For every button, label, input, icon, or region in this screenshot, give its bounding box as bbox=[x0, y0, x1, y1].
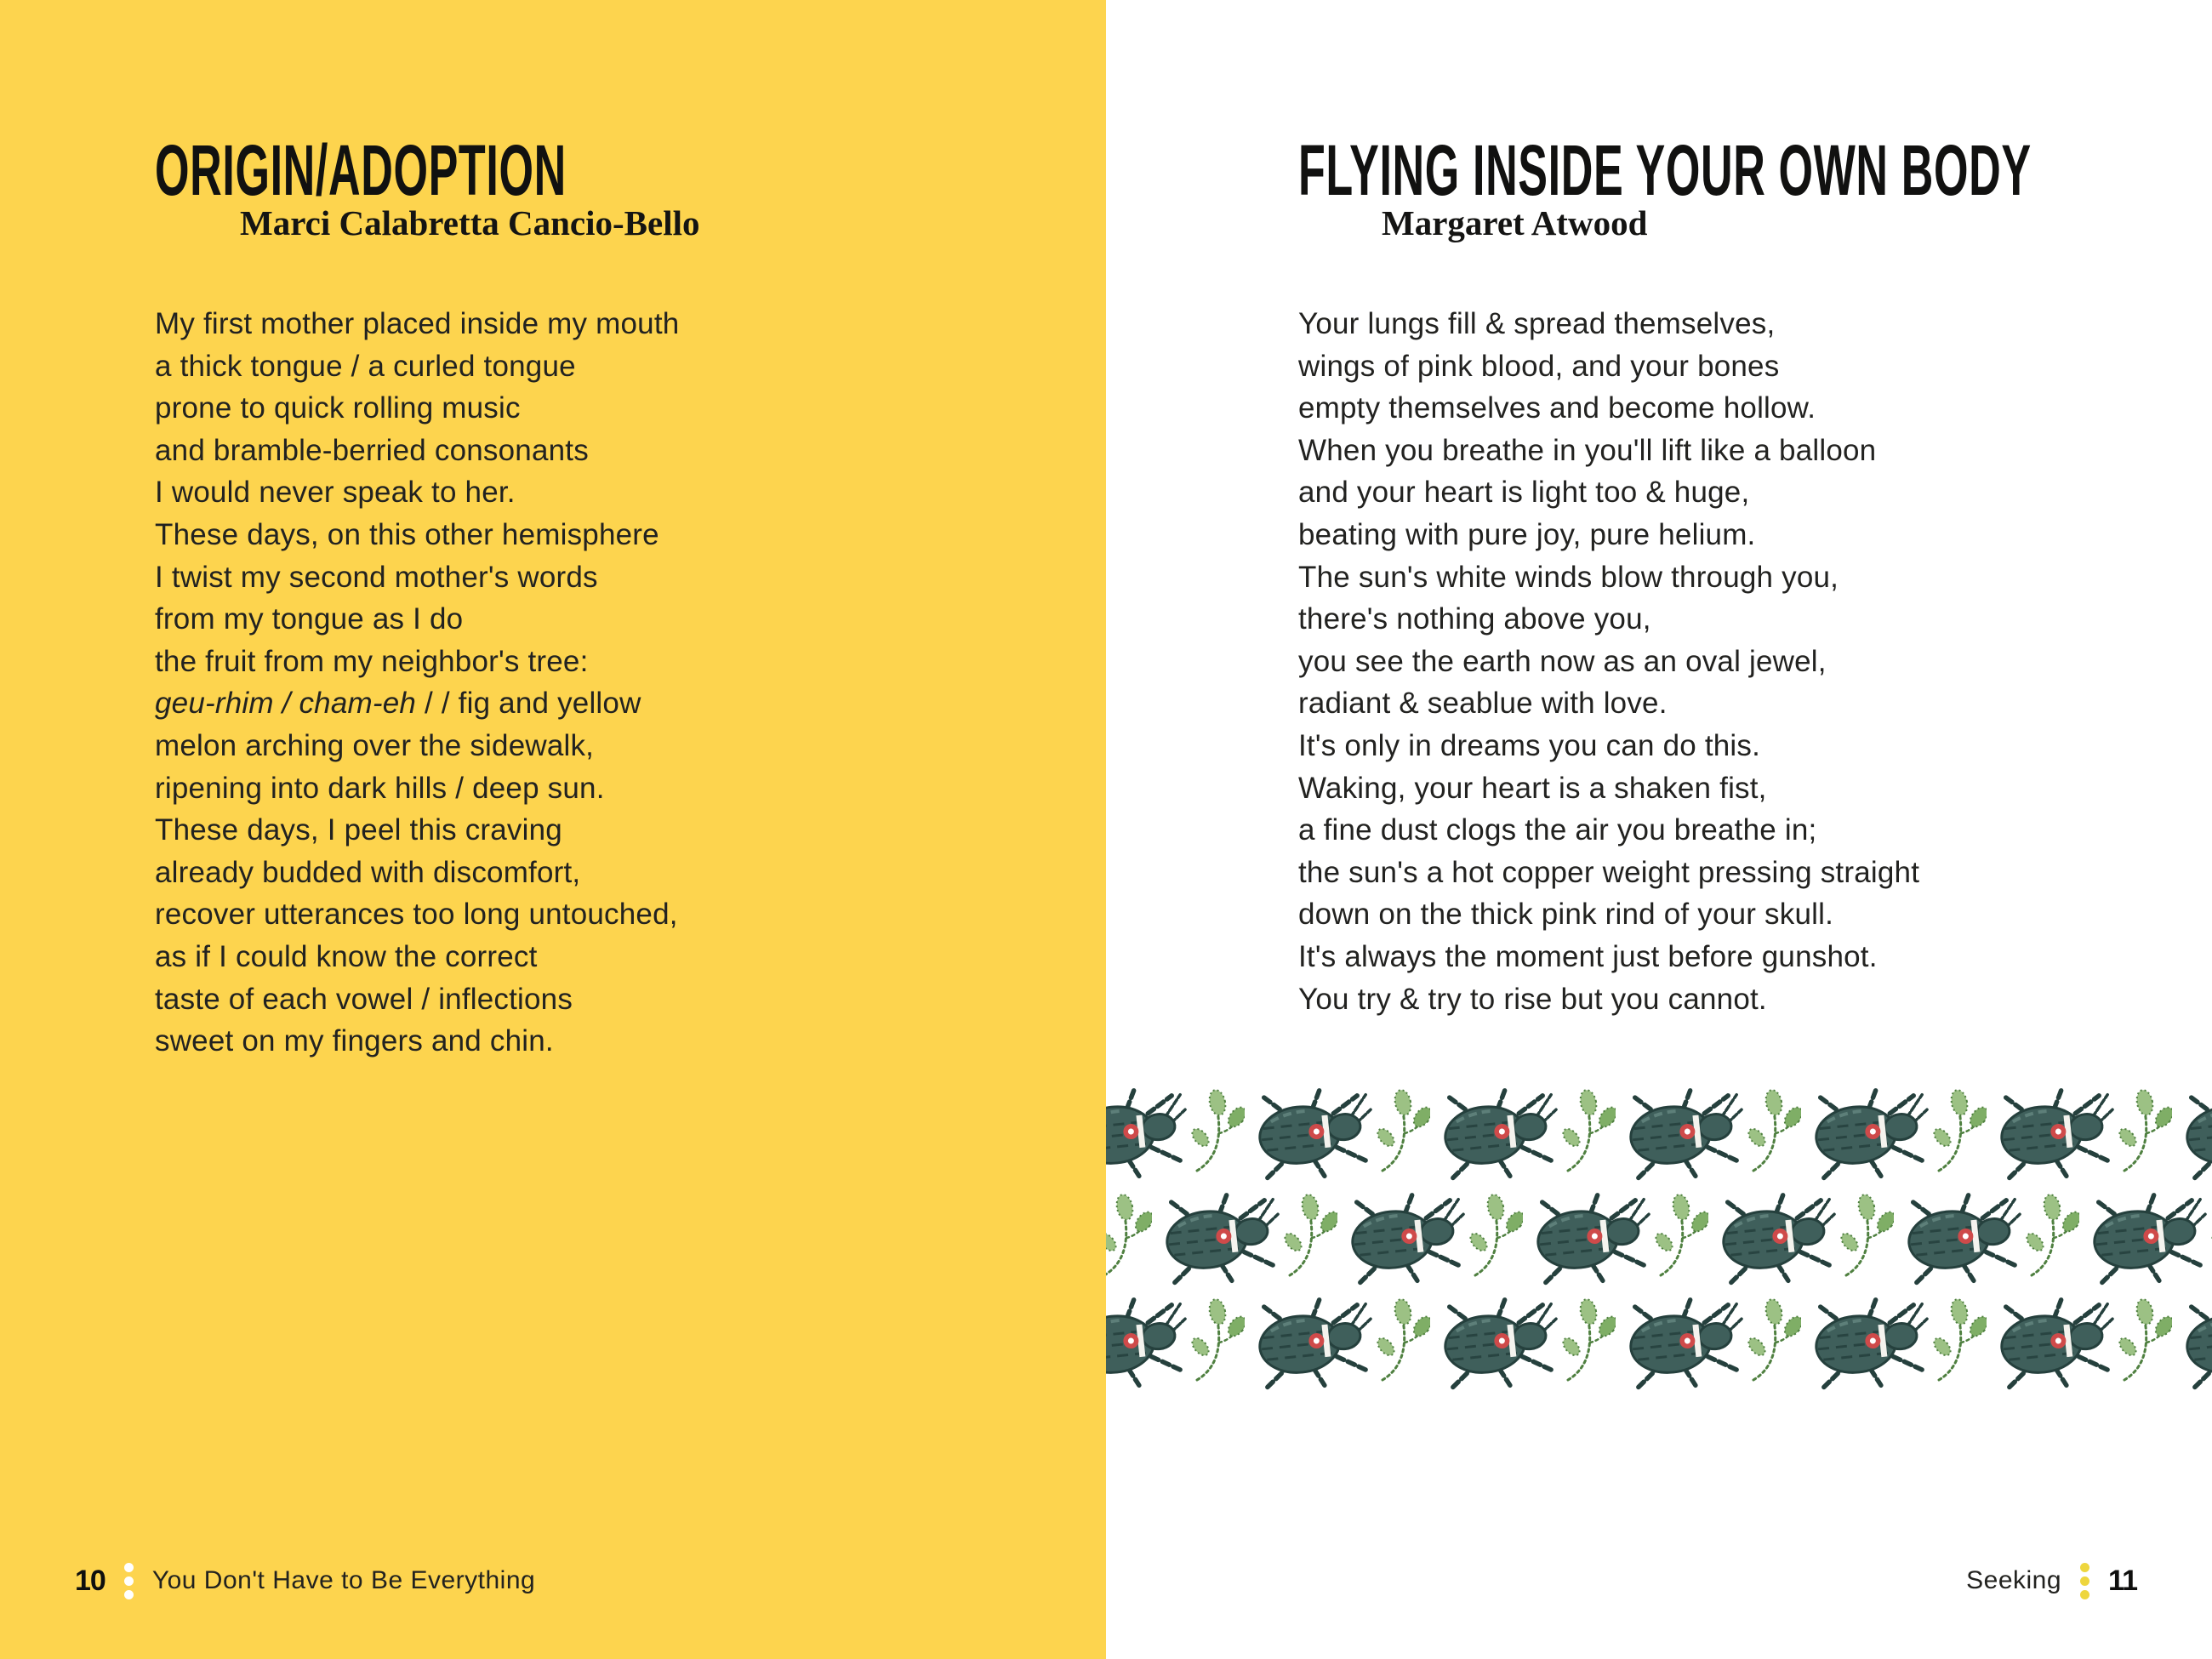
pattern-unit bbox=[1430, 1290, 1616, 1394]
pattern-unit bbox=[1987, 1290, 2172, 1394]
sprig-icon bbox=[1375, 1297, 1430, 1380]
page-number-left: 10 bbox=[75, 1564, 105, 1597]
page-number-right: 11 bbox=[2108, 1564, 2137, 1597]
beetle-icon bbox=[1533, 1187, 1655, 1286]
pattern-row bbox=[1106, 1185, 2212, 1290]
beetle-icon bbox=[1811, 1082, 1933, 1182]
sprig-icon bbox=[1468, 1193, 1523, 1275]
sprig-icon bbox=[1746, 1088, 1801, 1171]
poem-line: and bramble-berried consonants bbox=[155, 433, 589, 467]
pattern-row bbox=[1106, 1080, 2212, 1185]
poem-line: wings of pink blood, and your bones bbox=[1298, 349, 1780, 383]
beetle-icon bbox=[2182, 1291, 2212, 1391]
beetle-icon bbox=[1106, 1291, 1192, 1391]
poem-line: The sun's white winds blow through you, bbox=[1298, 560, 1839, 594]
poem-line: and your heart is light too & huge, bbox=[1298, 476, 1750, 510]
poem-line: You try & try to rise but you cannot. bbox=[1298, 982, 1767, 1016]
poem-body-left bbox=[155, 303, 1048, 1063]
poem-line: These days, on this other hemisphere bbox=[155, 517, 659, 551]
poem-line: already budded with discomfort, bbox=[155, 855, 581, 889]
section-label: Seeking bbox=[1966, 1566, 2062, 1594]
poem-line: the fruit from my neighbor's tree: bbox=[155, 644, 589, 678]
sprig-icon bbox=[1839, 1193, 1894, 1275]
poem-line: I would never speak to her. bbox=[155, 476, 516, 510]
pattern-unit bbox=[1430, 1080, 1616, 1185]
pattern-unit bbox=[1106, 1290, 1245, 1394]
sprig-icon bbox=[1375, 1088, 1430, 1171]
poem-line: When you breathe in you'll lift like a balloon bbox=[1298, 433, 1877, 467]
poem-author-left: Marci Calabretta Cancio-Bello bbox=[240, 203, 700, 242]
poem-line: geu-rhim / cham-eh / / fig and yellow bbox=[155, 687, 641, 721]
beetle-icon bbox=[1997, 1082, 2118, 1182]
pattern-unit bbox=[1616, 1290, 1801, 1394]
sprig-icon bbox=[1560, 1088, 1616, 1171]
poem-line: It's always the moment just before gunshot. bbox=[1298, 939, 1878, 973]
pattern-unit bbox=[1245, 1290, 1430, 1394]
poem-title-left: ORIGIN/ADOPTION bbox=[155, 130, 567, 210]
book-title: You Don't Have to Be Everything bbox=[151, 1566, 536, 1594]
sprig-icon bbox=[1106, 1193, 1152, 1275]
pattern-unit bbox=[1523, 1185, 1708, 1290]
beetle-icon bbox=[1255, 1082, 1377, 1182]
beetle-icon bbox=[1255, 1291, 1377, 1391]
sprig-icon bbox=[2117, 1088, 2172, 1171]
beetle-icon bbox=[1997, 1291, 2118, 1391]
poem-line: from my tongue as I do bbox=[155, 602, 464, 636]
pattern-unit bbox=[2172, 1290, 2212, 1394]
pattern-unit bbox=[1106, 1185, 1152, 1290]
poem-line: I twist my second mother's words bbox=[155, 560, 598, 594]
pattern-unit bbox=[1106, 1080, 1245, 1185]
pattern-unit bbox=[1245, 1080, 1430, 1185]
beetle-pattern-band bbox=[1106, 1080, 2212, 1395]
poem-line: radiant & seablue with love. bbox=[1298, 687, 1668, 721]
sprig-icon bbox=[1282, 1193, 1337, 1275]
poem-line: Waking, your heart is a shaken fist, bbox=[1298, 771, 1767, 805]
pattern-unit bbox=[1616, 1080, 1801, 1185]
poem-line: empty themselves and become hollow. bbox=[1298, 391, 1816, 425]
pattern-unit bbox=[1337, 1185, 1523, 1290]
poem-line: as if I could know the correct bbox=[155, 939, 538, 973]
poem-line: a thick tongue / a curled tongue bbox=[155, 349, 576, 383]
beetle-icon bbox=[1440, 1291, 1562, 1391]
poem-line: sweet on my fingers and chin. bbox=[155, 1024, 554, 1058]
beetle-icon bbox=[1811, 1291, 1933, 1391]
pattern-unit bbox=[2172, 1080, 2212, 1185]
beetle-icon bbox=[2089, 1187, 2211, 1286]
poem-line: These days, I peel this craving bbox=[155, 813, 562, 847]
beetle-icon bbox=[1106, 1082, 1192, 1182]
dots-separator-icon bbox=[2080, 1563, 2089, 1599]
pattern-unit bbox=[1152, 1185, 1337, 1290]
poem-line: My first mother placed inside my mouth bbox=[155, 307, 680, 340]
poem-line: the sun's a hot copper weight pressing straight bbox=[1298, 855, 1920, 889]
sprig-icon bbox=[1189, 1297, 1245, 1380]
sprig-icon bbox=[1189, 1088, 1245, 1171]
pattern-row bbox=[1106, 1290, 2212, 1394]
poem-line: It's only in dreams you can do this. bbox=[1298, 728, 1761, 762]
beetle-icon bbox=[1162, 1187, 1284, 1286]
sprig-icon bbox=[1931, 1297, 1987, 1380]
sprig-icon bbox=[1746, 1297, 1801, 1380]
poem-line: down on the thick pink rind of your skull. bbox=[1298, 898, 1834, 932]
beetle-icon bbox=[1626, 1291, 1747, 1391]
right-page bbox=[1106, 0, 2212, 1659]
poem-body-right bbox=[1298, 303, 2183, 1020]
beetle-icon bbox=[2182, 1082, 2212, 1182]
footer-left bbox=[75, 1560, 535, 1601]
poem-line: there's nothing above you, bbox=[1298, 602, 1651, 636]
poem-line: ripening into dark hills / deep sun. bbox=[155, 771, 605, 805]
poem-author-right: Margaret Atwood bbox=[1382, 203, 1648, 242]
beetle-icon bbox=[1719, 1187, 1840, 1286]
sprig-icon bbox=[2024, 1193, 2079, 1275]
beetle-icon bbox=[1904, 1187, 2026, 1286]
poem-line: beating with pure joy, pure helium. bbox=[1298, 517, 1756, 551]
poem-line: a fine dust clogs the air you breathe in; bbox=[1298, 813, 1817, 847]
pattern-unit bbox=[1801, 1080, 1987, 1185]
beetle-icon bbox=[1440, 1082, 1562, 1182]
pattern-unit bbox=[1987, 1080, 2172, 1185]
pattern-unit bbox=[1801, 1290, 1987, 1394]
poem-line: prone to quick rolling music bbox=[155, 391, 521, 425]
sprig-icon bbox=[1931, 1088, 1987, 1171]
pattern-unit bbox=[1894, 1185, 2079, 1290]
pattern-unit bbox=[1708, 1185, 1894, 1290]
poem-line: Your lungs fill & spread themselves, bbox=[1298, 307, 1776, 340]
footer-right bbox=[1966, 1560, 2137, 1601]
poem-line: melon arching over the sidewalk, bbox=[155, 728, 595, 762]
poem-line: taste of each vowel / inflections bbox=[155, 982, 573, 1016]
poem-line: recover utterances too long untouched, bbox=[155, 898, 678, 932]
beetle-icon bbox=[1626, 1082, 1747, 1182]
poem-line: you see the earth now as an oval jewel, bbox=[1298, 644, 1827, 678]
sprig-icon bbox=[1653, 1193, 1708, 1275]
pattern-unit bbox=[2079, 1185, 2212, 1290]
beetle-icon bbox=[1348, 1187, 1469, 1286]
sprig-icon bbox=[1560, 1297, 1616, 1380]
dots-separator-icon bbox=[124, 1563, 134, 1599]
poem-title-right: FLYING INSIDE YOUR OWN BODY bbox=[1298, 130, 2032, 210]
sprig-icon bbox=[2117, 1297, 2172, 1380]
